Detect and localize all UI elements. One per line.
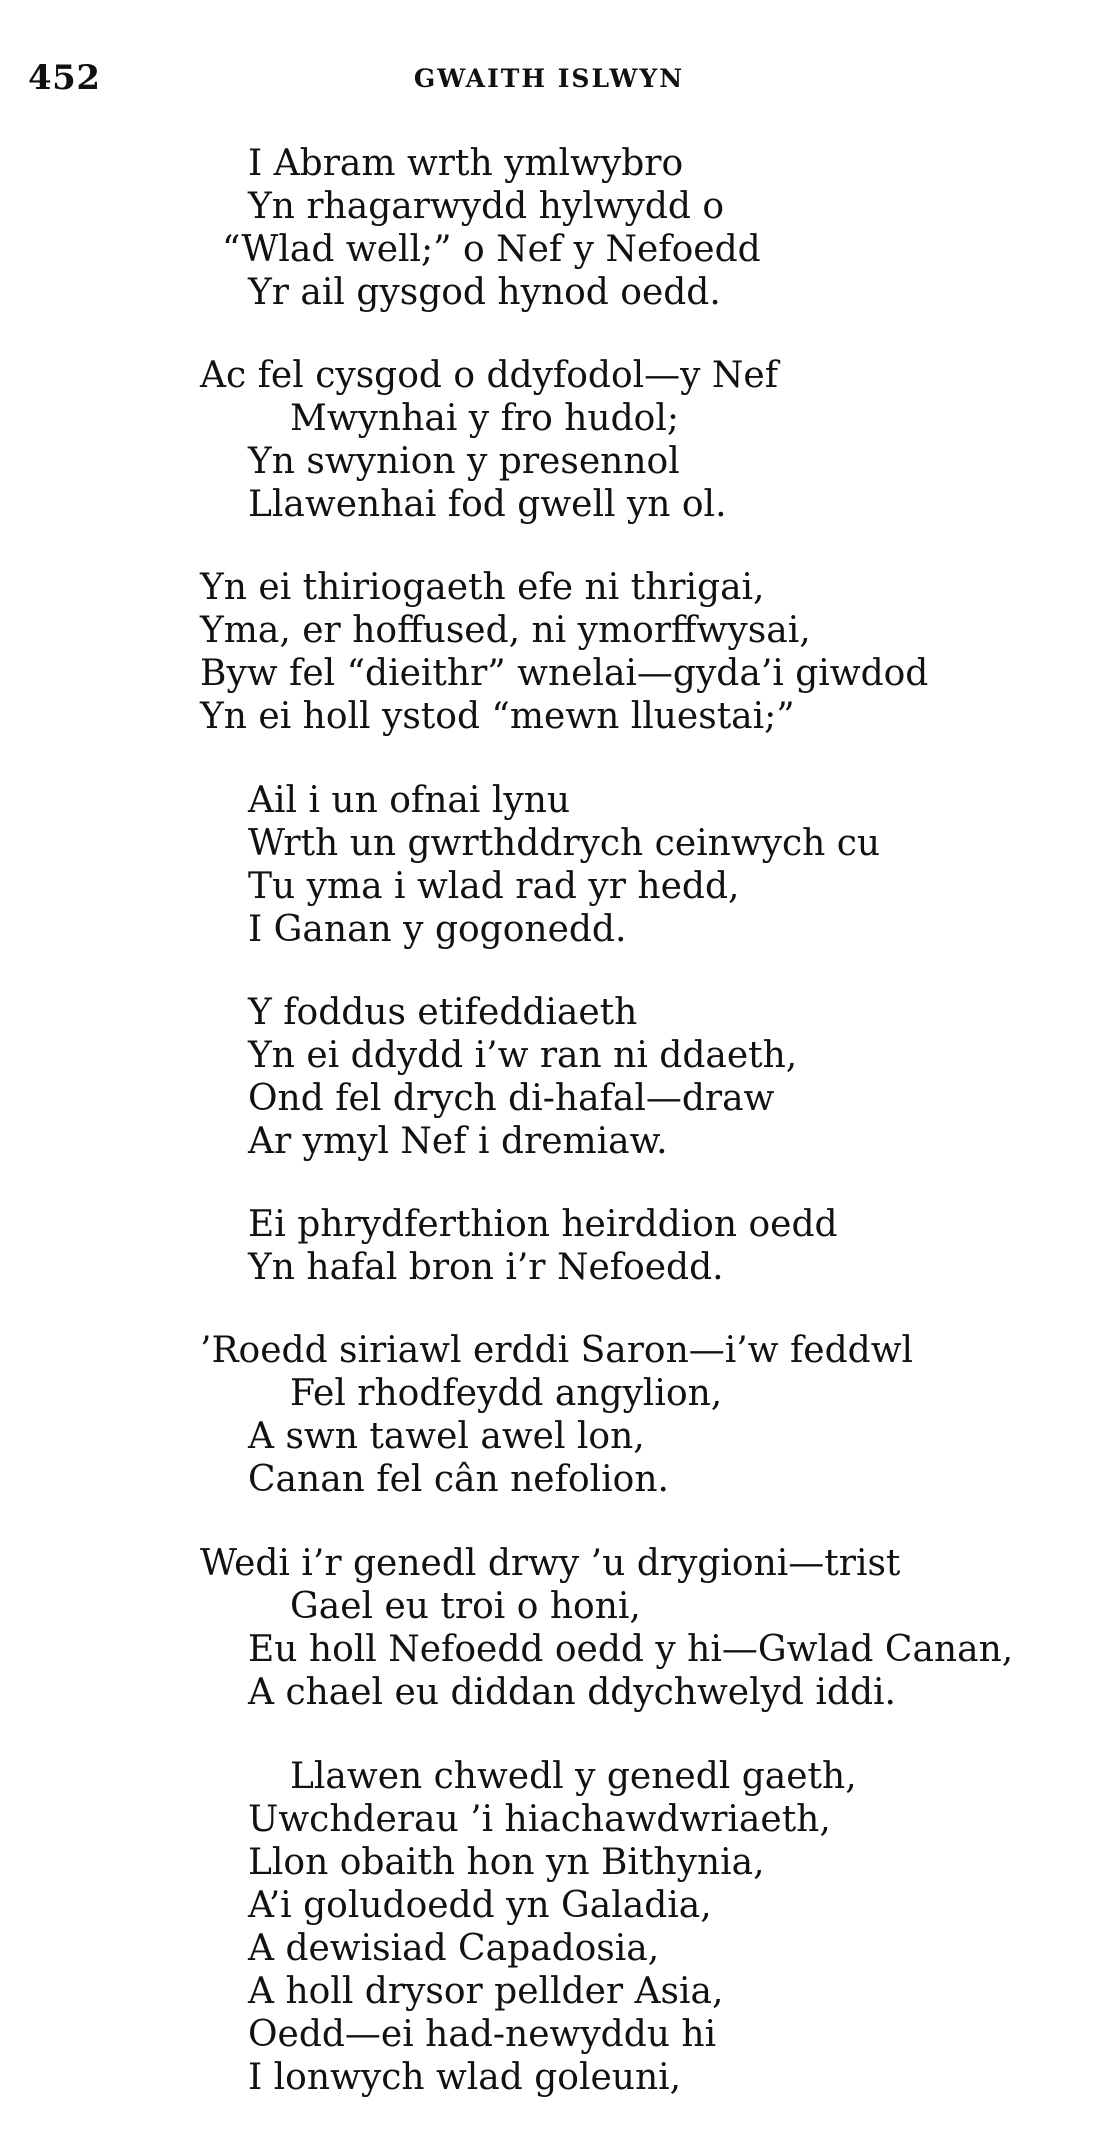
- verse-line: “Wlad well;” o Nef y Nefoedd: [222, 229, 761, 270]
- verse-line: Yn rhagarwydd hylwydd o: [248, 186, 725, 227]
- verse-line: Llon obaith hon yn Bithynia,: [248, 1842, 765, 1883]
- verse-line: Eu holl Nefoedd oedd y hi—Gwlad Canan,: [248, 1629, 1014, 1670]
- verse-line: Yn swynion y presennol: [248, 441, 680, 482]
- page-number: 452: [28, 58, 101, 98]
- verse-line: Canan fel cân nefolion.: [248, 1459, 669, 1500]
- verse-line: Wrth un gwrthddrych ceinwych cu: [248, 823, 881, 864]
- verse-line: Llawenhai fod gwell yn ol.: [248, 484, 727, 525]
- verse-line: Wedi i’r genedl drwy ’u drygioni—trist: [200, 1543, 901, 1584]
- verse-line: ’Roedd siriawl erddi Saron—i’w feddwl: [200, 1330, 914, 1371]
- verse-line: I lonwych wlad goleuni,: [248, 2057, 682, 2098]
- verse-line: Ond fel drych di-hafal—draw: [248, 1078, 775, 1119]
- verse-line: I Ganan y gogonedd.: [248, 909, 627, 950]
- verse-line: Yn ei thiriogaeth efe ni thrigai,: [200, 567, 765, 608]
- verse-line: Yn hafal bron i’r Nefoedd.: [248, 1247, 724, 1288]
- verse-line: Ar ymyl Nef i dremiaw.: [248, 1121, 668, 1162]
- verse-line: Ei phrydferthion heirddion oedd: [248, 1204, 838, 1245]
- verse-line: Fel rhodfeydd angylion,: [290, 1373, 723, 1414]
- verse-line: I Abram wrth ymlwybro: [248, 143, 684, 184]
- verse-line: Tu yma i wlad rad yr hedd,: [248, 866, 740, 907]
- verse-line: Y foddus etifeddiaeth: [248, 992, 638, 1033]
- verse-line: A dewisiad Capadosia,: [248, 1928, 660, 1969]
- verse-line: Ac fel cysgod o ddyfodol—y Nef: [200, 355, 779, 396]
- verse-line: A’i goludoedd yn Galadia,: [248, 1885, 712, 1926]
- verse-line: Yma, er hoffused, ni ymorffwysai,: [200, 610, 811, 651]
- verse-line: Yr ail gysgod hynod oedd.: [248, 272, 721, 313]
- verse-line: Gael eu troi o honi,: [290, 1586, 641, 1627]
- verse-line: Uwchderau ’i hiachawdwriaeth,: [248, 1799, 831, 1840]
- verse-line: Oedd—ei had-newyddu hi: [248, 2014, 717, 2055]
- running-head: GWAITH ISLWYN: [413, 64, 685, 93]
- verse-line: A swn tawel awel lon,: [248, 1416, 645, 1457]
- verse-line: A chael eu diddan ddychwelyd iddi.: [248, 1672, 896, 1713]
- verse-line: Yn ei holl ystod “mewn lluestai;”: [200, 696, 795, 737]
- verse-line: Ail i un ofnai lynu: [248, 780, 571, 821]
- verse-line: Yn ei ddydd i’w ran ni ddaeth,: [248, 1035, 798, 1076]
- verse-line: Mwynhai y fro hudol;: [290, 398, 679, 439]
- verse-line: Byw fel “dieithr” wnelai—gyda’i giwdod: [200, 653, 929, 694]
- verse-line: A holl drysor pellder Asia,: [248, 1971, 724, 2012]
- verse-line: Llawen chwedl y genedl gaeth,: [290, 1756, 857, 1797]
